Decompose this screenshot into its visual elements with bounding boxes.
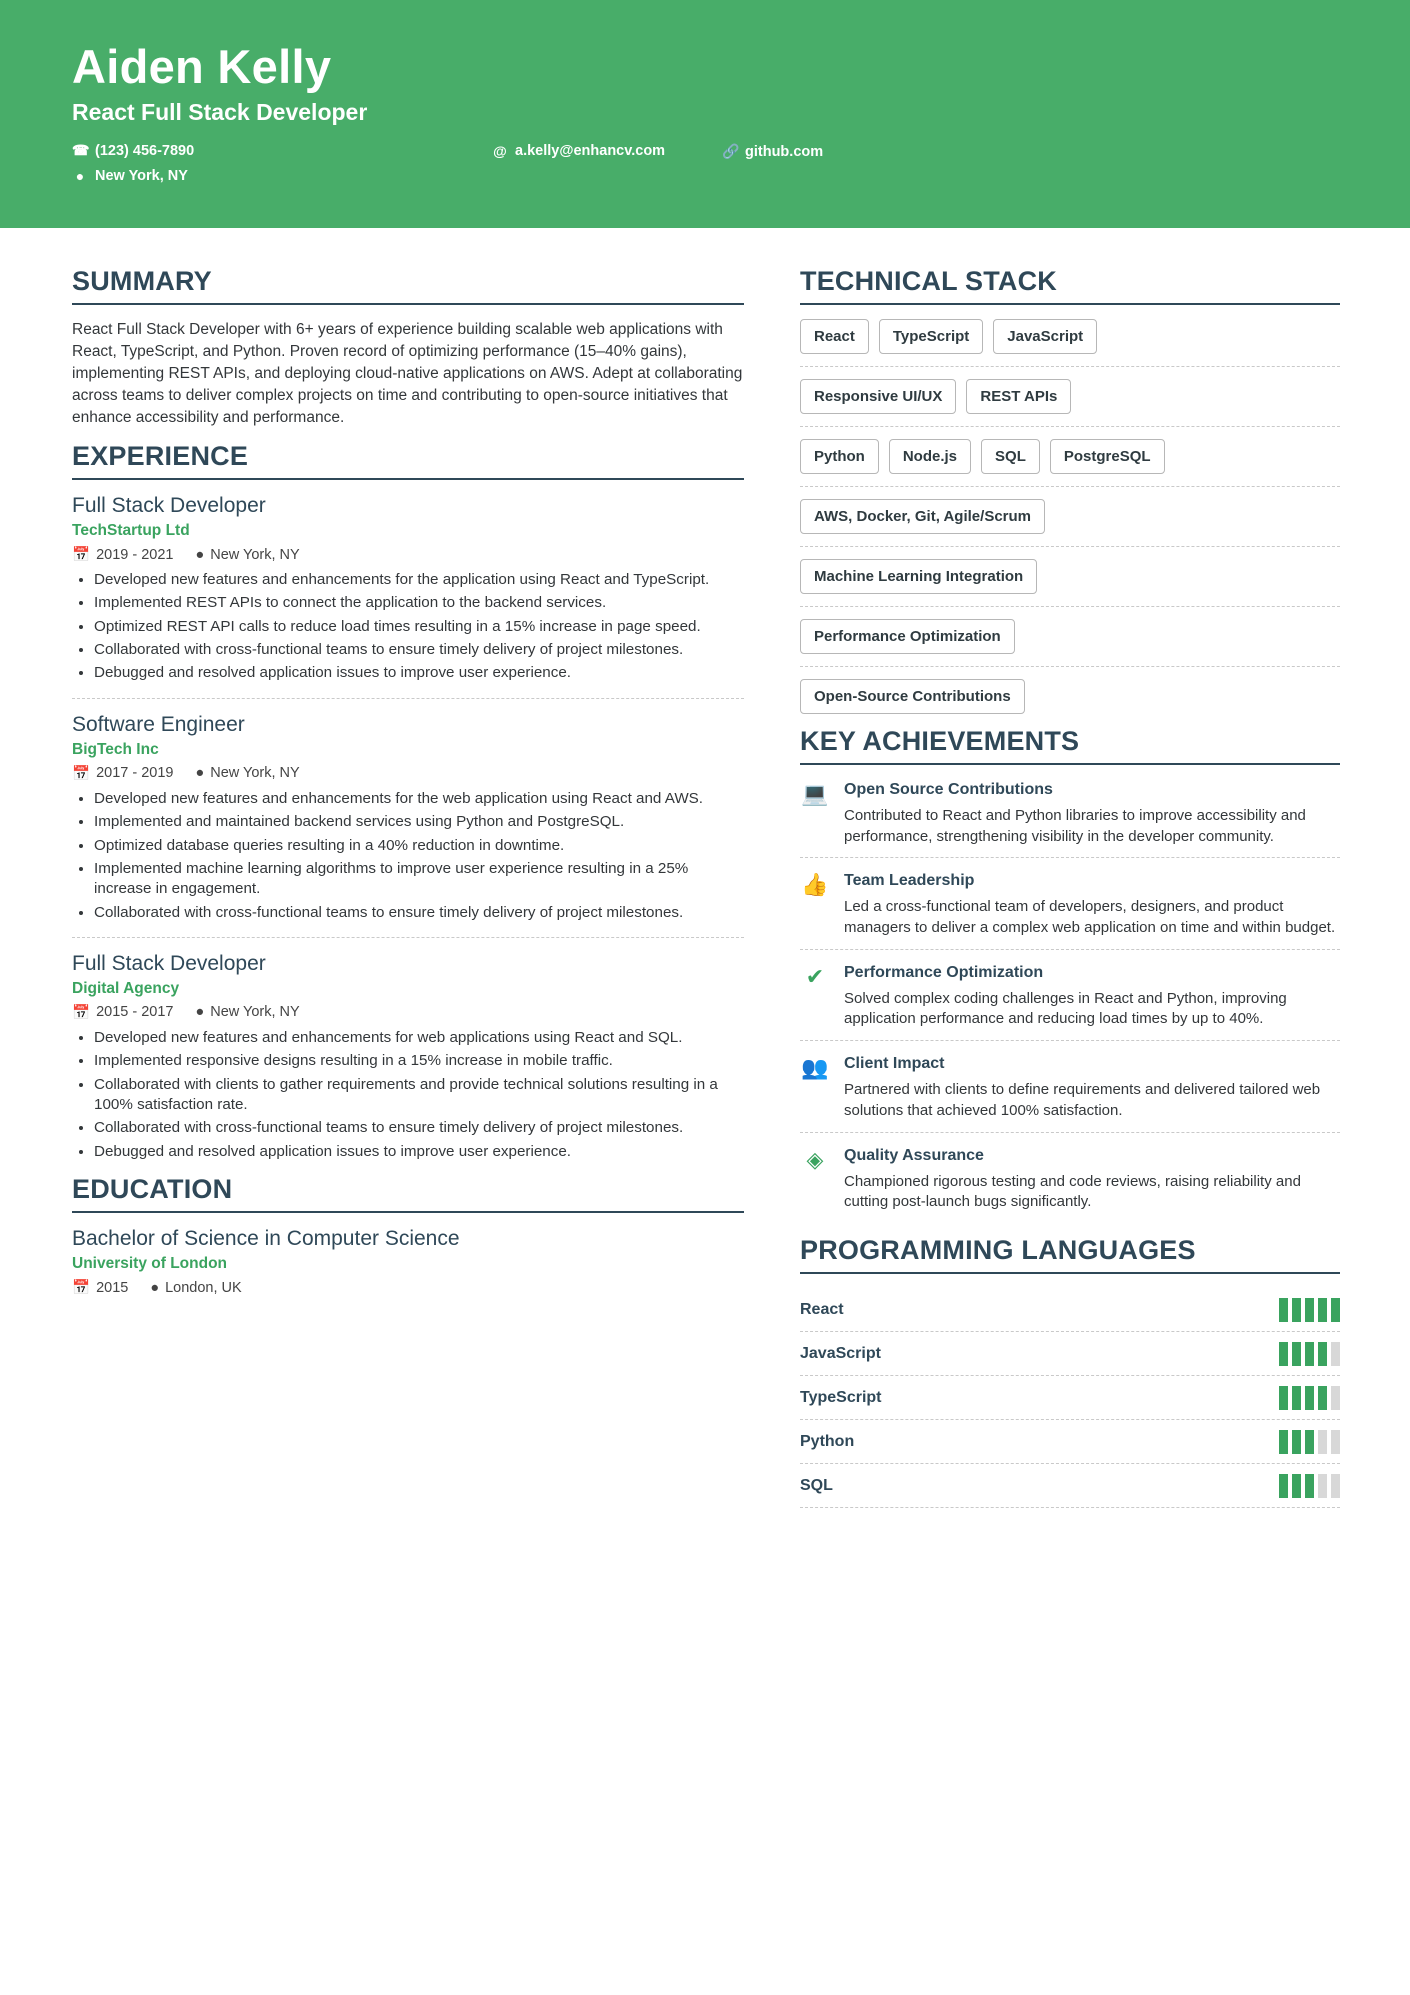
education-item <box>72 1227 744 1296</box>
job-dates-value: 2017 - 2019 <box>96 765 174 782</box>
skill-group <box>800 499 1340 534</box>
contact-phone-value: (123) 456-7890 <box>95 142 195 159</box>
divider <box>800 857 1340 858</box>
technical-stack-heading: TECHNICAL STACK <box>800 266 1057 296</box>
job-bullet: • Developed new features and enhancements for web applications using React and SQL. <box>94 1028 744 1048</box>
job-bullets <box>76 570 744 684</box>
language-level-bars <box>1279 1386 1340 1410</box>
calendar-icon: 📅 <box>72 1004 91 1021</box>
job-bullet: • Collaborated with cross-functional teams to ensure timely delivery of project milestones. <box>94 903 744 923</box>
map-pin-icon: ● <box>195 1004 205 1021</box>
level-bar <box>1318 1386 1327 1410</box>
level-bar <box>1318 1474 1327 1498</box>
divider <box>72 937 744 938</box>
job-bullet: • Collaborated with clients to gather requirements and provide technical solutions resulting in a 100% satisfaction rate. <box>94 1075 744 1116</box>
education-location-value: London, UK <box>165 1279 242 1296</box>
candidate-role: React Full Stack Developer <box>72 99 368 126</box>
programming-languages-rule <box>800 1272 1340 1274</box>
contact-email-value: a.kelly@enhancv.com <box>515 143 666 160</box>
job-bullet: • Optimized REST API calls to reduce load times resulting in a 15% increase in page speed. <box>94 617 744 637</box>
language-name: TypeScript <box>800 1388 882 1406</box>
education-dates-value: 2015 <box>96 1279 129 1296</box>
job-dates-value: 2015 - 2017 <box>96 1004 174 1021</box>
achievement-item <box>800 779 1340 857</box>
language-row <box>800 1376 1340 1419</box>
diamond-icon: ◈ <box>806 1146 824 1172</box>
divider <box>800 426 1340 427</box>
at-icon: @ <box>493 143 507 160</box>
education-rule <box>72 1211 744 1213</box>
level-bar <box>1305 1474 1314 1498</box>
skill-pill: JavaScript <box>993 319 1097 354</box>
language-level-bars <box>1279 1342 1340 1366</box>
job-bullet: • Optimized database queries resulting in a 40% reduction in downtime. <box>94 836 744 856</box>
level-bar <box>1305 1298 1314 1322</box>
language-name: React <box>800 1300 844 1318</box>
skill-group <box>800 319 1340 354</box>
job-bullet: • Implemented responsive designs resulting in a 15% increase in mobile traffic. <box>94 1051 744 1071</box>
right-column <box>800 254 1340 1508</box>
level-bar <box>1279 1298 1288 1322</box>
education-dates <box>72 1279 128 1296</box>
skill-pill: Performance Optimization <box>800 619 1015 654</box>
level-bar <box>1279 1474 1288 1498</box>
job-dates <box>72 1004 173 1021</box>
achievement-title: Team Leadership <box>844 872 975 890</box>
experience-item <box>72 952 744 1162</box>
job-bullet: • Implemented REST APIs to connect the application to the backend services. <box>94 593 744 613</box>
education-school: University of London <box>72 1255 227 1273</box>
job-company: BigTech Inc <box>72 740 159 758</box>
divider <box>800 546 1340 547</box>
level-bar <box>1318 1298 1327 1322</box>
job-location-value: New York, NY <box>210 765 300 782</box>
check-icon: ✔ <box>805 963 825 989</box>
skill-pill: TypeScript <box>879 319 983 354</box>
job-meta <box>72 765 744 782</box>
language-row <box>800 1332 1340 1375</box>
level-bar <box>1305 1342 1314 1366</box>
skill-pill: SQL <box>981 439 1040 474</box>
achievement-text: Led a cross-functional team of developers, designers, and product managers to deliver a complex web application on time and within budget. <box>844 898 1336 937</box>
job-bullet: • Collaborated with cross-functional teams to ensure timely delivery of project milestones. <box>94 640 744 660</box>
contact-phone <box>72 142 492 159</box>
summary-text: React Full Stack Developer with 6+ years of experience building scalable web applications with React, TypeScript, and Python. Proven record of optimizing performance (15–40% gains), implementing REST APIs, and deploying cloud-native applications on AWS. Adept at collaborating across teams to deliver complex projects on time and contributing to open-source initiatives that enhance accessibility and performance. <box>72 321 743 426</box>
job-location-value: New York, NY <box>210 546 300 563</box>
language-row <box>800 1288 1340 1331</box>
divider <box>800 366 1340 367</box>
achievement-text: Championed rigorous testing and code reviews, raising reliability and cutting post-launch bugs significantly. <box>844 1172 1301 1211</box>
achievement-title: Open Source Contributions <box>844 781 1053 798</box>
key-achievements-rule <box>800 763 1340 765</box>
level-bar <box>1292 1474 1301 1498</box>
calendar-icon: 📅 <box>72 547 91 563</box>
technical-stack-rule <box>800 303 1340 305</box>
divider <box>800 666 1340 667</box>
achievement-title: Performance Optimization <box>844 963 1044 981</box>
skill-group <box>800 559 1340 594</box>
job-location <box>195 1004 299 1021</box>
skill-group <box>800 439 1340 474</box>
phone-icon: ☎ <box>72 142 90 159</box>
achievement-item <box>800 870 1340 948</box>
skill-pill: React <box>800 319 869 354</box>
achievement-text: Partnered with clients to define requirements and delivered tailored web solutions that achieved 100% satisfaction. <box>844 1081 1321 1119</box>
skill-group <box>800 619 1340 654</box>
language-level-bars <box>1279 1474 1340 1498</box>
summary-rule <box>72 303 744 305</box>
skill-pill: REST APIs <box>966 379 1071 414</box>
level-bar <box>1318 1430 1327 1454</box>
job-company: TechStartup Ltd <box>72 522 190 539</box>
level-bar <box>1305 1386 1314 1410</box>
job-meta <box>72 1004 744 1021</box>
job-bullet: • Implemented and maintained backend services using Python and PostgreSQL. <box>94 812 744 832</box>
level-bar <box>1305 1430 1314 1454</box>
skill-pill: Machine Learning Integration <box>800 559 1037 594</box>
calendar-icon: 📅 <box>72 1280 91 1297</box>
contact-location <box>72 168 492 184</box>
contact-column-mid <box>492 142 722 168</box>
job-bullet: • Developed new features and enhancements for the application using React and TypeScript. <box>94 570 744 590</box>
summary-heading: SUMMARY <box>72 266 212 296</box>
level-bar <box>1331 1386 1340 1410</box>
job-bullet: • Debugged and resolved application issues to improve user experience. <box>94 1142 744 1162</box>
skill-pill: PostgreSQL <box>1050 439 1165 474</box>
job-bullets <box>76 1028 744 1162</box>
level-bar <box>1331 1474 1340 1498</box>
link-icon: 🔗 <box>722 143 740 160</box>
job-meta <box>72 546 744 563</box>
programming-languages-heading: PROGRAMMING LANGUAGES <box>800 1234 1196 1265</box>
resume-body <box>0 228 1410 1508</box>
level-bar <box>1331 1298 1340 1322</box>
level-bar <box>1279 1342 1288 1366</box>
job-location <box>195 765 299 782</box>
job-title: Software Engineer <box>72 712 245 736</box>
skill-group <box>800 679 1340 714</box>
calendar-icon: 📅 <box>72 765 91 782</box>
map-pin-icon: ● <box>195 765 205 782</box>
education-degree: Bachelor of Science in Computer Science <box>72 1227 460 1251</box>
achievement-item <box>800 962 1340 1040</box>
contact-column-left <box>72 142 492 193</box>
experience-item <box>72 494 744 684</box>
achievement-title: Client Impact <box>844 1055 945 1073</box>
language-name: SQL <box>800 1476 833 1494</box>
level-bar <box>1292 1386 1301 1410</box>
level-bar <box>1279 1430 1288 1454</box>
skill-group <box>800 379 1340 414</box>
language-level-bars <box>1279 1298 1340 1322</box>
map-pin-icon: ● <box>150 1279 160 1296</box>
job-company: Digital Agency <box>72 979 180 997</box>
thumbs-up-icon: 👍 <box>801 872 829 898</box>
skill-pill: Python <box>800 439 879 474</box>
divider <box>800 486 1340 487</box>
contact-row <box>72 142 1350 193</box>
language-name: Python <box>800 1432 855 1450</box>
candidate-name: Aiden Kelly <box>72 40 332 93</box>
achievement-item <box>800 1145 1340 1223</box>
job-location-value: New York, NY <box>210 1004 300 1021</box>
experience-heading: EXPERIENCE <box>72 441 249 471</box>
experience-item <box>72 713 744 923</box>
language-name: JavaScript <box>800 1344 881 1362</box>
job-location <box>195 546 299 563</box>
skill-pill: Open-Source Contributions <box>800 679 1025 714</box>
achievement-text: Solved complex coding challenges in React and Python, improving application performance and reducing load times by up to 40%. <box>844 989 1287 1028</box>
divider <box>800 1132 1340 1133</box>
achievement-title: Quality Assurance <box>844 1146 984 1164</box>
job-dates <box>72 546 173 563</box>
experience-rule <box>72 478 744 480</box>
job-bullets <box>76 789 744 923</box>
achievement-item <box>800 1053 1340 1131</box>
skill-pill: Node.js <box>889 439 971 474</box>
job-bullet: • Developed new features and enhancements for the web application using React and AWS. <box>94 789 744 809</box>
divider <box>800 606 1340 607</box>
contact-email[interactable] <box>492 143 722 159</box>
education-location <box>150 1279 241 1296</box>
level-bar <box>1292 1430 1301 1454</box>
resume-header <box>0 0 1410 228</box>
education-meta <box>72 1279 744 1296</box>
job-bullet: • Implemented machine learning algorithms to improve user experience resulting in a 25% increase in engagement. <box>94 859 744 900</box>
map-pin-icon: ● <box>195 546 205 563</box>
contact-location-value: New York, NY <box>95 168 188 185</box>
level-bar <box>1331 1342 1340 1366</box>
level-bar <box>1279 1386 1288 1410</box>
skill-pill: AWS, Docker, Git, Agile/Scrum <box>800 499 1045 534</box>
language-row <box>800 1464 1340 1507</box>
job-title: Full Stack Developer <box>72 494 266 517</box>
monitor-icon: 💻 <box>801 781 829 806</box>
job-bullet: • Debugged and resolved application issues to improve user experience. <box>94 663 744 683</box>
job-title: Full Stack Developer <box>72 951 266 975</box>
people-icon: 👥 <box>801 1055 829 1081</box>
divider <box>800 1040 1340 1041</box>
divider <box>800 1507 1340 1508</box>
contact-column-right <box>722 142 823 169</box>
language-row <box>800 1420 1340 1463</box>
level-bar <box>1292 1298 1301 1322</box>
divider <box>72 698 744 699</box>
level-bar <box>1331 1430 1340 1454</box>
job-bullet: • Collaborated with cross-functional teams to ensure timely delivery of project milestones. <box>94 1118 744 1138</box>
skill-pill: Responsive UI/UX <box>800 379 956 414</box>
contact-website[interactable] <box>722 143 823 160</box>
key-achievements-heading: KEY ACHIEVEMENTS <box>800 726 1080 756</box>
achievement-text: Contributed to React and Python libraries to improve accessibility and performance, strengthening visibility in the developer community. <box>844 807 1306 845</box>
language-level-bars <box>1279 1430 1340 1454</box>
map-pin-icon: ● <box>75 168 85 185</box>
level-bar <box>1318 1342 1327 1366</box>
education-heading: EDUCATION <box>72 1174 233 1205</box>
job-dates-value: 2019 - 2021 <box>96 546 174 563</box>
left-column <box>72 254 744 1508</box>
level-bar <box>1292 1342 1301 1366</box>
contact-website-value: github.com <box>745 143 824 160</box>
job-dates <box>72 765 173 782</box>
divider <box>800 949 1340 950</box>
